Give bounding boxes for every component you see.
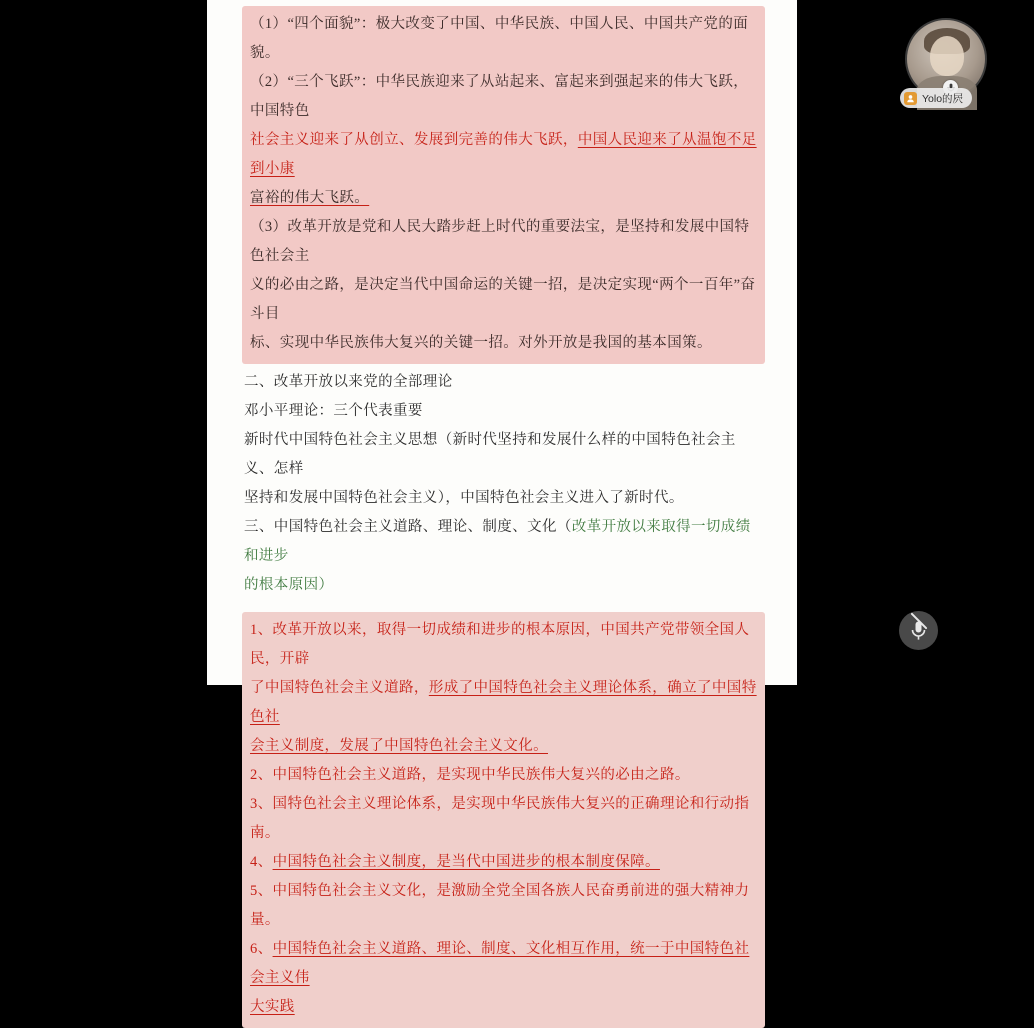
document-line [250,935,757,993]
document-line: 新时代中国特色社会主义思想（新时代坚持和发展什么样的中国特色社会主义、怎样 [244,432,736,477]
document-text-run: 6、 [250,941,273,957]
document-line: 标、实现中华民族伟大复兴的关键一招。对外开放是我国的基本国策。 [250,335,712,351]
document-line: 坚持和发展中国特色社会主义），中国特色社会主义进入了新时代。 [244,490,684,506]
document-text-run-underline: 中国特色社会主义制度，是当代中国进步的根本制度保障。 [272,854,660,870]
participant-name-label: Yolo的屄 [922,92,964,105]
document-line: 2、中国特色社会主义道路，是实现中华民族伟大复兴的必由之路。 [250,767,690,783]
document-heading [244,513,763,571]
document-line: （2）“三个飞跃”：中华民族迎来了从站起来、富起来到强起来的伟大飞跃，中国特色 [250,74,749,119]
document-text-run: 社会主义迎来了从创立、发展到完善的伟大飞跃， [250,132,578,148]
document-heading: 二、改革开放以来党的全部理论 [244,374,453,390]
document-text-run: 三、中国特色社会主义道路、理论、制度、文化（ [244,519,572,535]
document-line: 1、改革开放以来，取得一切成绩和进步的根本原因，中国共产党带领全国人民，开辟 [250,622,750,667]
document-line: 富裕的伟大飞跃。 [250,190,370,206]
document-line: 大实践 [250,999,295,1015]
document-line: （1）“四个面貌”：极大改变了中国、中华民族、中国人民、中国共产党的面貌。 [250,16,749,61]
participant-avatar-icon [904,92,917,105]
document-content [207,0,797,1028]
document-text-run: 了中国特色社会主义道路， [250,680,429,696]
participant-name-chip [900,88,972,108]
document-line [250,126,757,184]
document-line: 会主义制度，发展了中国特色社会主义文化。 [250,738,548,754]
avatar-face-shape [930,36,964,76]
document-line: 3、国特色社会主义理论体系，是实现中华民族伟大复兴的正确理论和行动指南。 [250,796,750,841]
document-line: 义的必由之路，是决定当代中国命运的关键一招，是决定实现“两个一百年”奋斗目 [250,277,756,322]
document-text-run-underline: 中国特色社会主义道路、理论、制度、文化相互作用，统一于中国特色社会主义伟 [250,941,750,986]
document-text-run-underline: 中国人民迎来了从温饱不足到小康 [250,132,757,177]
document-line: 的根本原因） [244,577,334,593]
document-line: 5、中国特色社会主义文化，是激励全党全国各族人民奋勇前进的强大精神力量。 [250,883,750,928]
microphone-mute-button[interactable] [899,611,938,650]
document-line [250,848,757,877]
shared-document-page[interactable] [207,0,797,1015]
spacer [242,600,765,606]
document-line: 邓小平理论：三个代表重要 [244,403,423,419]
document-line [250,674,757,732]
document-text-run: 4、 [250,854,273,870]
document-text-run-underline: 形成了中国特色社会主义理论体系，确立了中国特色社 [250,680,757,725]
document-text-run-green: 改革开放以来取得一切成绩和进步 [244,519,751,564]
document-block-highlighted-1 [242,6,765,364]
letterbox-left [0,0,207,685]
document-block-highlighted-3 [242,612,765,1028]
document-block-plain-2 [242,366,765,600]
document-line: （3）改革开放是党和人民大踏步赶上时代的重要法宝，是坚持和发展中国特色社会主 [250,219,750,264]
